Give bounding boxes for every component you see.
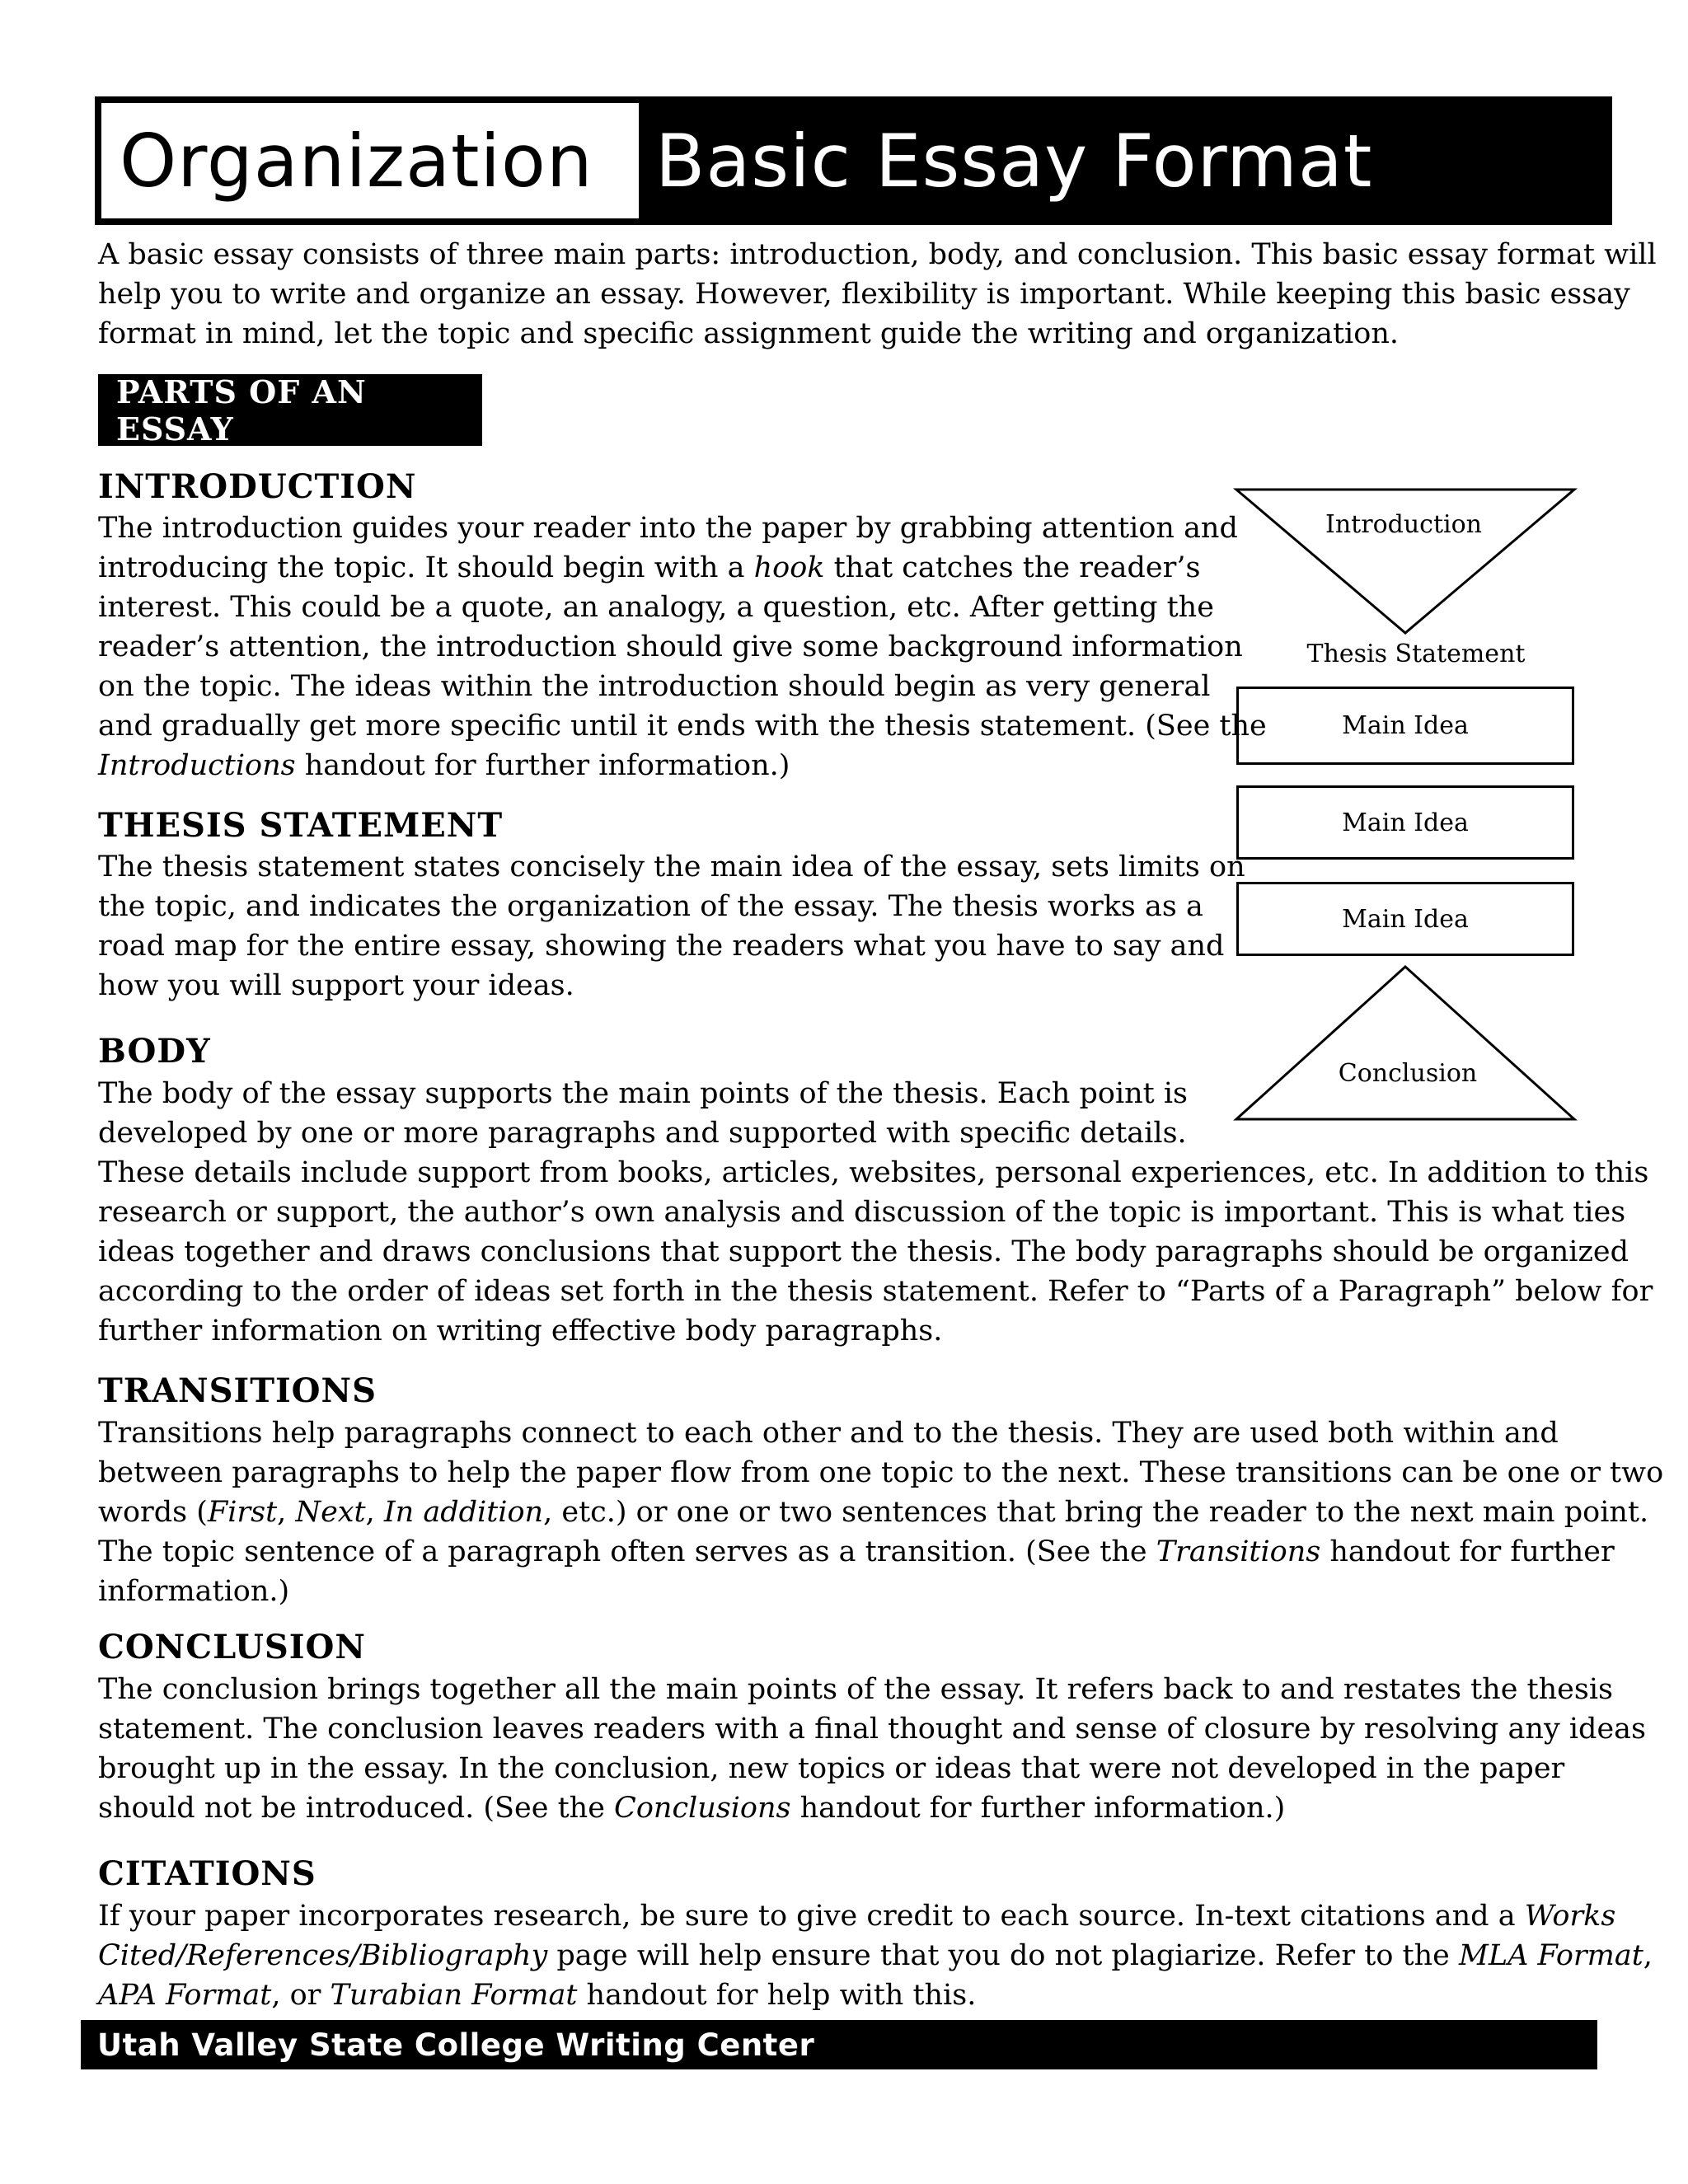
text-line: The conclusion brings together all the main points of the essay. It refers back to and restates the thesis	[98, 1673, 1613, 1706]
text-line: The thesis statement states concisely the main idea of the essay, sets limits on	[98, 851, 1245, 883]
text-line: These details include support from books, articles, websites, personal experiences, etc. In addition to this	[98, 1156, 1649, 1189]
diagram-main-idea-box: Main Idea	[1236, 882, 1574, 956]
text-line: further information on writing effective body paragraphs.	[98, 1315, 943, 1347]
diagram-thesis-label: Thesis Statement	[1306, 640, 1526, 668]
section-badge: PARTS OF AN ESSAY	[98, 374, 482, 446]
text-line: brought up in the essay. In the conclusion, new topics or ideas that were not developed in the paper	[98, 1752, 1565, 1785]
text-line: research or support, the author’s own analysis and discussion of the topic is important. This is what ties	[98, 1196, 1626, 1229]
italic-term: MLA Format	[1458, 1939, 1643, 1972]
text-span: handout for further information.)	[790, 1792, 1286, 1825]
handout-reference: Transitions	[1156, 1535, 1321, 1568]
text-line	[98, 1896, 1653, 1936]
italic-term: Turabian Format	[330, 1979, 578, 2012]
intro-line: format in mind, let the topic and specific assignment guide the writing and organization.	[98, 317, 1399, 350]
transitions-paragraph	[98, 1413, 1663, 1611]
text-span: ,	[1643, 1939, 1653, 1972]
handout-reference: Conclusions	[614, 1792, 791, 1825]
transitions-heading: TRANSITIONS	[98, 1371, 377, 1410]
handout-reference: Introductions	[98, 749, 296, 782]
text-span: introducing the topic. It should begin with a	[98, 551, 754, 584]
text-span: ,	[277, 1496, 296, 1529]
text-line	[98, 1936, 1653, 1975]
conclusion-triangle	[1236, 967, 1574, 1119]
text-line: and gradually get more specific until it ends with the thesis statement. (See the	[98, 710, 1267, 743]
text-line: The introduction guides your reader into the paper by grabbing attention and	[98, 512, 1238, 545]
italic-term: Cited/References/Bibliography	[98, 1939, 548, 1972]
example-word: In addition	[383, 1496, 544, 1529]
text-span: handout for further information.)	[295, 749, 790, 782]
italic-term: Works	[1524, 1900, 1616, 1933]
example-word: Next	[295, 1496, 366, 1529]
text-span: If your paper incorporates research, be sure to give credit to each source. In-text citations and a	[98, 1900, 1525, 1933]
text-line: road map for the entire essay, showing the readers what you have to say and	[98, 930, 1225, 963]
text-line: according to the order of ideas set forth in the thesis statement. Refer to “Parts of a Paragraph” below for	[98, 1275, 1653, 1308]
thesis-heading: THESIS STATEMENT	[98, 806, 504, 845]
text-line: The body of the essay supports the main points of the thesis. Each point is	[98, 1077, 1189, 1110]
conclusion-heading: CONCLUSION	[98, 1628, 366, 1666]
text-span: The topic sentence of a paragraph often serves as a transition. (See the	[98, 1535, 1156, 1568]
diagram-main-idea-box: Main Idea	[1236, 785, 1574, 860]
text-span: should not be introduced. (See the	[98, 1792, 615, 1825]
text-span: , or	[271, 1979, 331, 2012]
text-span: handout for help with this.	[577, 1979, 977, 2012]
conclusion-paragraph	[98, 1670, 1646, 1828]
text-line: interest. This could be a quote, an analogy, a question, etc. After getting the	[98, 591, 1214, 624]
thesis-paragraph	[98, 847, 1245, 1005]
text-line	[98, 1975, 1653, 2015]
page-title: Basic Essay Format	[655, 118, 1373, 204]
text-span: page will help ensure that you do not plagiarize. Refer to the	[547, 1939, 1459, 1972]
text-line: developed by one or more paragraphs and supported with specific details.	[98, 1117, 1187, 1150]
citations-paragraph	[98, 1896, 1653, 2015]
text-line: the topic, and indicates the organization of the essay. The thesis works as a	[98, 890, 1203, 923]
text-line	[98, 1788, 1646, 1828]
italic-term: APA Format	[98, 1979, 272, 2012]
intro-paragraph	[98, 235, 1657, 354]
text-line: on the topic. The ideas within the introduction should begin as very general	[98, 670, 1211, 703]
diagram-conclusion-label: Conclusion	[1338, 1059, 1478, 1088]
introduction-paragraph	[98, 509, 1267, 785]
category-label: Organization	[101, 103, 639, 218]
diagram-main-idea-box: Main Idea	[1236, 687, 1574, 765]
text-span: handout for further	[1320, 1535, 1615, 1568]
text-line: Transitions help paragraphs connect to each other and to the thesis. They are used both within and	[98, 1417, 1559, 1450]
intro-line: help you to write and organize an essay. However, flexibility is important. While keeping this basic essay	[98, 278, 1630, 311]
intro-line: A basic essay consists of three main parts: introduction, body, and conclusion. This basic essay format will	[98, 238, 1657, 271]
text-span: ,	[365, 1496, 384, 1529]
essay-structure-diagram	[1228, 485, 1582, 1127]
example-word: First	[207, 1496, 278, 1529]
title-banner	[95, 96, 1612, 225]
text-line: reader’s attention, the introduction should give some background information	[98, 630, 1243, 663]
text-line: ideas together and draws conclusions that support the thesis. The body paragraphs should be organized	[98, 1235, 1629, 1268]
text-line	[98, 548, 1267, 588]
text-line: information.)	[98, 1575, 290, 1608]
text-line	[98, 1532, 1663, 1572]
text-line: between paragraphs to help the paper flow from one topic to the next. These transitions can be one or two	[98, 1456, 1664, 1489]
hook-term: hook	[753, 551, 825, 584]
text-span: , etc.) or one or two sentences that bring the reader to the next main point.	[543, 1496, 1649, 1529]
diagram-introduction-label: Introduction	[1325, 510, 1482, 539]
footer-banner: Utah Valley State College Writing Center	[81, 2020, 1597, 2069]
body-heading: BODY	[98, 1032, 211, 1071]
citations-heading: CITATIONS	[98, 1854, 316, 1893]
text-line: statement. The conclusion leaves readers with a final thought and sense of closure by resolving any ideas	[98, 1713, 1647, 1746]
text-span: that catches the reader’s	[824, 551, 1201, 584]
text-line	[98, 746, 1267, 785]
text-span: words (	[98, 1496, 208, 1529]
text-line: how you will support your ideas.	[98, 969, 574, 1002]
text-line	[98, 1493, 1663, 1532]
introduction-heading: INTRODUCTION	[98, 467, 417, 506]
